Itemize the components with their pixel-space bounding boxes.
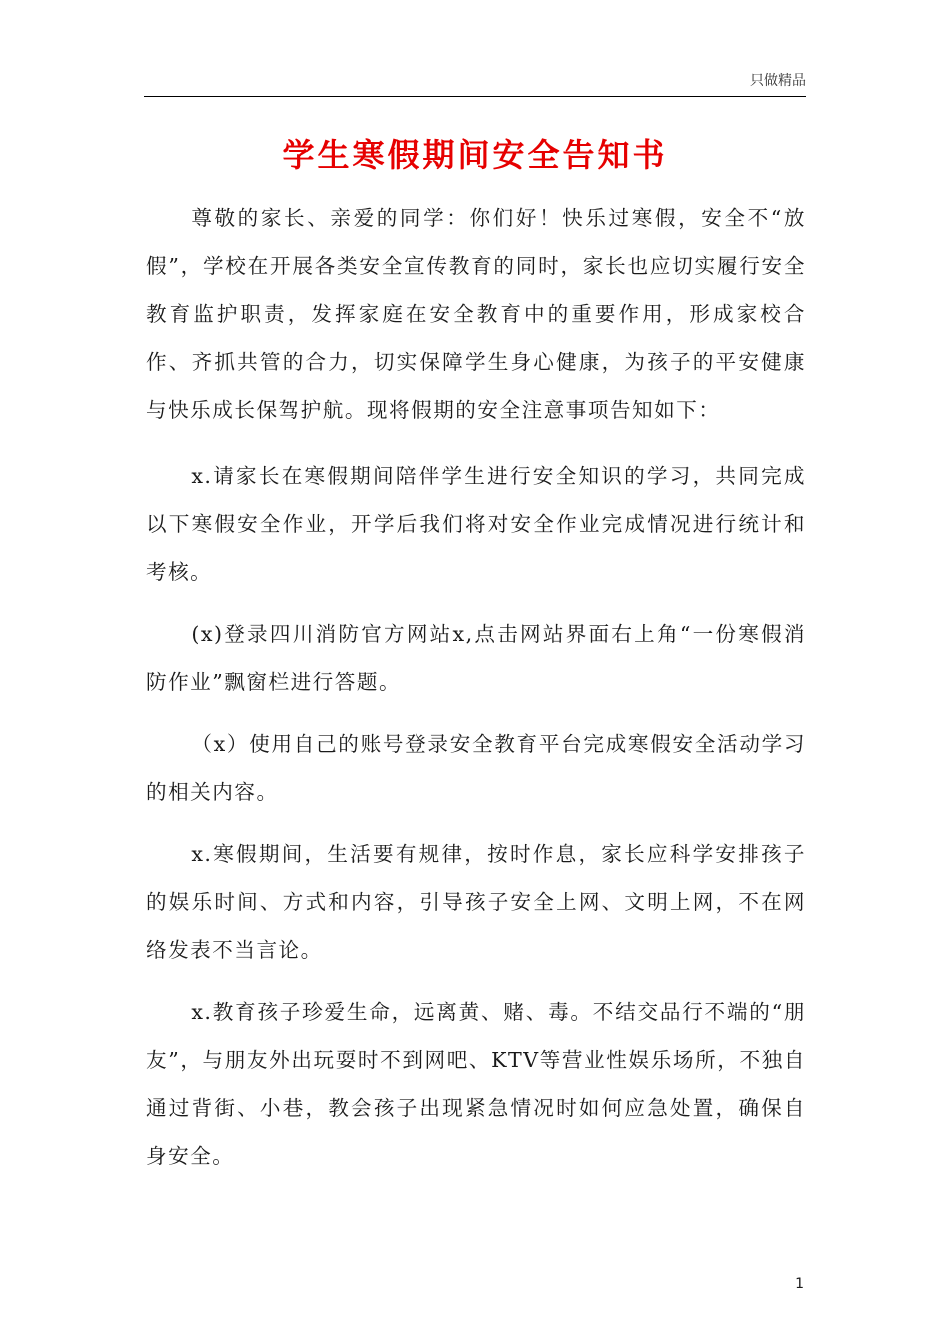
paragraph-item-1-sub-1: (x)登录四川消防官方网站x,点击网站界面右上角“一份寒假消防作业”飘窗栏进行答题。 (146, 622, 806, 694)
page-header: 只做精品 (750, 73, 806, 89)
document-body (146, 194, 806, 1194)
paragraph-item-2: x.寒假期间，生活要有规律，按时作息，家长应科学安排孩子的娱乐时间、方式和内容，引导孩子安全上网、文明上网，不在网络发表不当言论。 (146, 842, 806, 962)
paragraph-greeting: 尊敬的家长、亲爱的同学：你们好！快乐过寒假，安全不“放假”，学校在开展各类安全宣传教育的同时，家长也应切实履行安全教育监护职责，发挥家庭在安全教育中的重要作用，形成家校合作、齐抓共管的合力，切实保障学生身心健康，为孩子的平安健康与快乐成长保驾护航。现将假期的安全注意事项告知如下： (146, 206, 806, 422)
document-title: 学生寒假期间安全告知书 (282, 136, 668, 174)
paragraph-item-3: x.教育孩子珍爱生命，远离黄、赌、毒。不结交品行不端的“朋友”，与朋友外出玩耍时不到网吧、KTV等营业性娱乐场所，不独自通过背街、小巷，教会孩子出现紧急情况时如何应急处置，确保自身安全。 (146, 1000, 806, 1168)
paragraph-item-1-sub-2: （x）使用自己的账号登录安全教育平台完成寒假安全活动学习的相关内容。 (146, 732, 806, 804)
header-rule (144, 96, 806, 97)
page-number: 1 (795, 1276, 804, 1292)
paragraph-item-1: x.请家长在寒假期间陪伴学生进行安全知识的学习，共同完成以下寒假安全作业，开学后我们将对安全作业完成情况进行统计和考核。 (146, 464, 806, 584)
